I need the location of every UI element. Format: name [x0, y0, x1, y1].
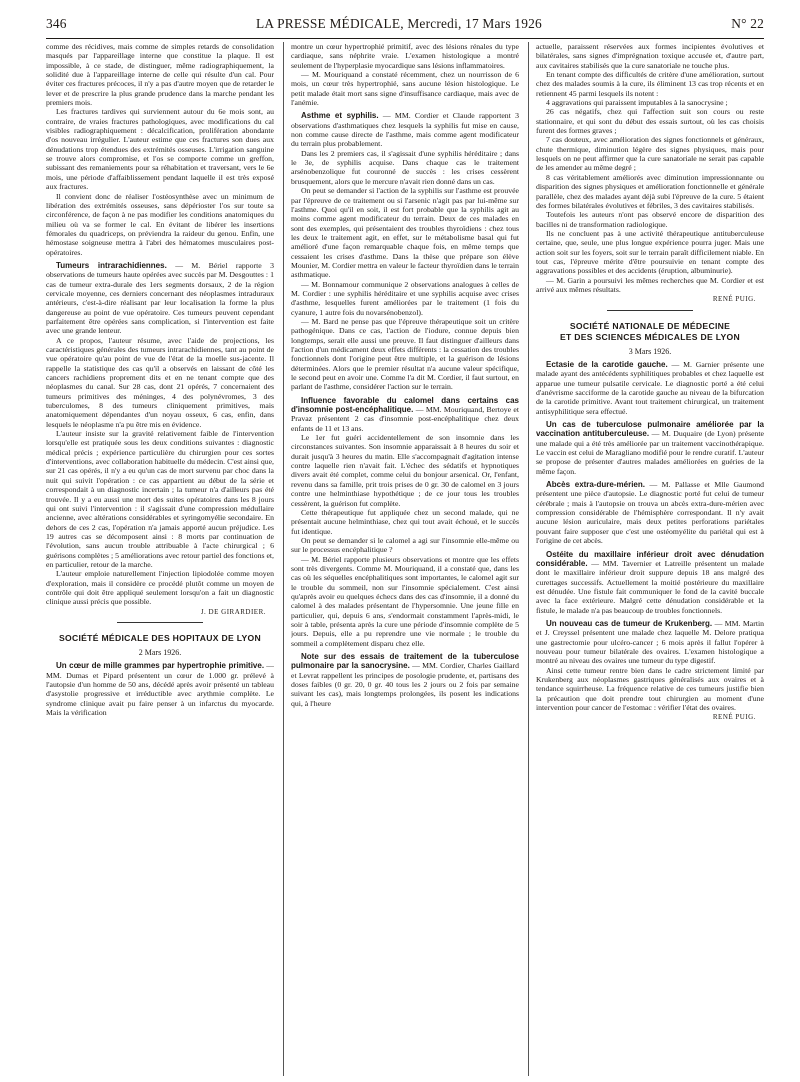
- page-number: 346: [46, 16, 67, 31]
- society-title: SOCIÉTÉ MÉDICALE DES HOPITAUX DE LYON: [58, 632, 262, 643]
- paragraph: 4 aggravations qui paraissent imputables à la sanocrysine ;: [546, 98, 728, 108]
- paragraph: Le 1er fut guéri accidentellement de son insomnie dans les circonstances suivantes. Son insomnie apparaissait à 8 heures du soir et durait jusqu'à 3 heures du matin. Elle s'accompagnait d'agitation intense contre laquelle rien n'avait fait. L'échec des sédatifs et hypnotiques divers avait été complet, comme celui du bonjour arsenical. Or, l'enfant, revenu dans sa famille, prit trois prises de 0 gr. 30 de calomel en 3 jours contre une helminthiase hypothétique ; de ce jour tous les troubles cessèrent, la guérison fut complète.: [291, 433, 519, 508]
- paragraph: comme des récidives, mais comme de simples retards de consolidation masqués par l'appareillage interne que constitue la plaque. Il est impossible, à ce stade, de distinguer, même radiographiquement, la solidité due à l'appareillage interne de celle qui résulte d'un cal. Pour éviter ces fractures précoces, il n'y a pas d'autre moyen que de retarder le lever et de prescrire la plus grande prudence dans la marche pendant les premiers mois.: [46, 42, 274, 108]
- paragraph: — MM. Martin et J. Creyssel présentent une malade chez laquelle M. Delore pratiqua une gastrectomie pour ulcéro-cancer ; 6 mois après il fallut l'opérer à nouveau pour tumeur bilatérale des ovaires. L'examen histologique a montré au niveau des ovaires une tumeur du type digestif.: [536, 618, 764, 666]
- paragraph: — MM. Cordier, Charles Gaillard et Levrat rappellent les principes de posologie prudente, et, partisans des doses faibles (0 gr. 20, 0 gr. 40 tous les 2 jours ou 2 fois par semaine suivant les cas), mais longtemps prolongées, ils posent les indications qui, à l'heure: [291, 661, 519, 708]
- column-left: [46, 42, 274, 1076]
- column-divider: [528, 42, 529, 1076]
- columns: [46, 42, 764, 1076]
- paragraph: — M. Pallasse et Mlle Gaumond présentent une pièce d'autopsie. Le diagnostic porté fut celui de tumeur cérébrale ; mais à l'autopsie on trouva un abcès extra-dure-mérien avec compression considérable de l'hémisphère correspondant. Il n'y avait aucune lésion auriculaire, mais deux petites perforations pariétales pouvant faire supposer que c'est une ostéomyélite du pariétal qui est à l'origine de cet abcès.: [536, 480, 764, 546]
- paragraph: — M. Bonnamour communique 2 observations analogues à celles de M. Cordier : une syphilis héréditaire et une syphilis acquise avec crises d'asthme, lesquelles furent améliorées par le traitement (1 fois du cyanure, 1 autre fois du novarsénobenzol).: [291, 279, 519, 317]
- column-middle: [291, 42, 519, 1076]
- author-signature: J. DE GIRARDIER.: [200, 607, 266, 616]
- paragraph: — M. Bériel rapporte plusieurs observations et montre que les effets sont très divergents. Comme M. Mouriquand, il a constaté que, dans les cas où les séquelles encéphalitiques sont importantes, le calomel agit sur le trouble du sommeil, non sur l'insomnie spécialement. C'est ainsi qu'après avoir eu quelques échecs dans des cas d'insomnie, il a donné du calomel à des malades présentant de l'hypersomnie. Une jeune fille en particulier, qui, depuis 6 ans, s'endormait constamment l'après-midi, le soir à table, présenta après la cure une période d'insomnie complète de 5 jours. Depuis, elle a pu reprendre une vie normale ; le trouble du sommeil a complètement disparu chez elle.: [291, 554, 519, 648]
- session-date: 3 Mars 1926.: [628, 346, 672, 356]
- section-heading: Abcès extra-dure-mérien.: [546, 480, 645, 490]
- paragraph: — M. Garnier présente une malade ayant des antécédents syphilitiques probables et chez laquelle est apparue une tumeur pulsatile cervicale. Le diagnostic porté a été celui d'anévrisme sacciforme de la carotide gauche au niveau de la bifurcation de la carotide primitive. Avant tout traitement chirurgical, un traitement antisyphilitique sera effectué.: [536, 359, 764, 416]
- journal-title: LA PRESSE MÉDICALE, Mercredi, 17 Mars 1926: [256, 16, 542, 31]
- paragraph: — MM. Tavernier et Latreille présentent un malade dont le maxillaire inférieur droit suppure depuis 18 ans malgré des curettages successifs. Actuellement la moitié postérieure du maxillaire est dénudée. Une fistule fait communiquer le fond de la cavité buccale avec la face extérieure. Malgré cette dénudation considérable et la fistule, le malade n'a pas beaucoup de troubles fonctionnels.: [536, 558, 764, 615]
- section-heading: Ostéite du maxillaire inférieur droit avec dénudation considérable.: [536, 549, 764, 568]
- paragraph: montre un cœur hypertrophié primitif, avec des lésions rénales du type cardiaque, sans néphrite vraie. L'examen histologique a montré seulement de l'hyperplasie myocardique sans lésions inflammatoires.: [291, 42, 519, 70]
- section-heading: Asthme et syphilis.: [301, 111, 379, 121]
- paragraph: L'auteur insiste sur la gravité relativement faible de l'intervention lorsqu'elle est pratiquée sous les deux conditions suivantes : diagnostic médical précis ; expérience particulière du chirurgien pour ces sortes d'interventions, avec collaboration habituelle du médecin. C'est ainsi que, sur 21 cas opérés, il n'y a eu qu'un cas de mort survenu par choc dans la nuit qui suivit l'opération : ce cas appartient au début de la série et correspondait à un diagnostic incertain ; la tumeur n'a d'ailleurs pas été trouvée. Il y a eu aussi une mort des suites opératoires dans les 8 jours qui ont suivi l'intervention : il s'agissait d'une compression médullaire ancienne, avec altérations considérables et syringomyélie secondaire. En dehors de ces 2 cas, l'opération n'a jamais apporté aucun préjudice. Les 19 autres cas se décomposent ainsi : 8 morts par continuation de l'évolution, sans aucun trouble attribuable à l'acte chirurgical ; 6 guérisons complètes ; 5 améliorations avec retour partiel des fonctions et, en particulier, retour de la marche.: [46, 429, 274, 569]
- author-signature: RENÉ PUIG.: [712, 295, 756, 304]
- paragraph: On peut se demander si l'action de la syphilis sur l'asthme est prouvée par l'épreuve de ce traitement ou si l'arsenic n'agit pas par lui-même sur l'asthme. Quoi qu'il en soit, il est fort probable que la syphilis agit au moins comme agent modificateur du terrain. Deux de ces malades en sont des exemples, qui présentaient des troubles thyroïdiens : chez tous les deux le traitement agit, en effet, sur le métabolisme basal qui fut amélioré d'une façon remarquable chaque fois, en même temps que cessaient les crises d'asthme. Dans la thèse que prépare son élève Mounier, M. Cordier mettra en valeur le facteur thyroïdien dans le terrain asthmatique.: [291, 186, 519, 280]
- column-divider: [283, 42, 284, 1076]
- society-title: SOCIÉTÉ NATIONALE DE MÉDECINE ET DES SCIENCES MÉDICALES DE LYON: [559, 320, 741, 342]
- page-header: [46, 16, 764, 36]
- paragraph: On peut se demander si le calomel a agi sur l'insomnie elle-même ou sur le processus encéphalitique ?: [291, 535, 519, 555]
- paragraph: — MM. Cordier et Claude rapportent 3 observations d'asthmatiques chez lesquels la syphilis fut mise en cause, non comme cause directe de l'asthme, mais comme agent modificateur du terrain plus probablement.: [291, 111, 519, 149]
- author-signature: RENÉ PUIG.: [712, 713, 756, 722]
- paragraph: Ils ne concluent pas à une activité thérapeutique antituberculeuse certaine, que, seule, une plus longue expérience pourra juger. Mais une action soit sur les foyers, soit sur le terrain paraît difficilement niable. En tout cas, l'épreuve mérite d'être poursuivie en tenant compte des aggravations possibles et des accidents (éruption, albuminurie).: [536, 228, 764, 276]
- paragraph: — M. Bard ne pense pas que l'épreuve thérapeutique soit un critère pathogénique. Dans ce cas, l'action de l'iodure, connue depuis bien longtemps, serait elle aussi une preuve. Il faut distinguer d'ailleurs dans l'action d'un médicament deux effets différents : la cessation des troubles fonctionnels dont l'origine peut être multiple, et la guérison de lésions déterminées. Alors que le premier résultat n'a aucune valeur spécifique, le second peut en avoir une. Comme l'a dit M. Cordier, il faut surtout, en parlant de l'asthme, considérer l'action sur le terrain.: [291, 316, 519, 392]
- section-heading: Influence favorable du calomel dans certains cas d'insomnie post-encéphalitique.: [291, 395, 519, 415]
- paragraph: Toutefois les auteurs n'ont pas observé encore de disparition des bacilles ni de transformation radiologique.: [536, 210, 764, 229]
- paragraph: — M. Bériel rapporte 3 observations de tumeurs haute opérées avec succès par M. Desgouttes : 1 cas de tumeur extra-durale des 1ers segments dorsaux, 2 de la région cervicale moyenne, ces derniers concernant des néoplasmes intraduraux antérieurs, c'est-à-dire réalisant par leur localisation la forme la plus dangereuse au point de vue opératoire. Ces tumeurs peuvent cependant parfaitement être opérées sans complication, si l'intervention est faite avec une grande lenteur.: [46, 260, 274, 336]
- issue-number: N° 22: [731, 16, 764, 31]
- paragraph: — MM. Mouriquand, Bertoye et Pravaz présentent 2 cas d'insomnie post-encéphalitique chez deux enfants de 11 et 13 ans.: [291, 405, 519, 433]
- paragraph: 26 cas négatifs, chez qui l'affection suit son cours ou reste stationnaire, et qui sont du début des essais surtout, où les cas choisis furent des formes graves ;: [536, 107, 764, 136]
- journal-page: [46, 16, 764, 1076]
- paragraph: Ainsi cette tumeur rentre bien dans le cadre strictement limité par Krukenberg aux néoplasmes gastriques généralisés aux ovaires et à tendance squirrheuse. La fréquence relative de ces tumeurs justifie bien la précaution que doit prendre tout chirurgien au moment d'une intervention pour cancer de l'estomac : vérifier l'état des ovaires.: [536, 665, 764, 712]
- paragraph: Il convient donc de réaliser l'ostéosynthèse avec un minimum de libération des extrémités osseuses, sans dépérioster l'os sur toute sa circonférence, de façon à ne pas modifier les conditions anatomiques du milieu où va se former le cal. En évitant de libérer les insertions fémorales du quadriceps, on préviendra la raideur du genou. Enfin, une hémostase soigneuse mettra à l'abri des hématomes musculaires post-opératoires.: [46, 191, 274, 257]
- section-separator: [607, 310, 693, 311]
- session-date: 2 Mars 1926.: [138, 647, 182, 657]
- paragraph: actuelle, paraissent réservées aux formes incipientes évolutives et bilatérales, sans signes d'imprégnation toxique accusée et, d'autre part, aux cavitaires stabilisés que la cure sanatoriale ne touche plus.: [536, 42, 764, 70]
- paragraph: A ce propos, l'auteur résume, avec l'aide de projections, les caractéristiques générales des tumeurs intrarachidiennes, tant au point de vue opératoire qu'au point de vue de l'état de la moelle sus-jacente. Il rappelle la statistique des cas qu'il a observés en laissant de côté les cancers rachidiens proprement dits et en ne tenant compte que des néoplasmes du canal. Sur 28 cas, dont 21 opérés, 7 concernaient des tumeurs primitives des méninges, 4 des polynévromes, 3 des tuberculomes, 8 des tumeurs cliniquement primitives, mais anatomiquement dépendantes d'un noyau osseux, 6 cas, enfin, dans lesquels le néoplasme n'a pu être mis en évidence.: [46, 335, 274, 429]
- paragraph: L'auteur emploie naturellement l'injection lipiodolée comme moyen d'exploration, mais il considère ce procédé plutôt comme un moyen de contrôle qui doit être appliqué seulement lorsqu'on a fait un diagnostic clinique aussi précis que possible.: [46, 569, 274, 607]
- section-heading: Tumeurs intrarachidiennes.: [56, 260, 167, 270]
- paragraph: 7 cas douteux, avec amélioration des signes fonctionnels et généraux, chute thermique, diminution légère des signes physiques, mais pour lesquels on ne peut affirmer que la cure sanatoriale ne serait pas capable de les amender au même degré ;: [536, 135, 764, 173]
- section-heading: Ectasie de la carotide gauche.: [546, 359, 668, 369]
- paragraph: — M. Garin a poursuivi les mêmes recherches que M. Cordier et est arrivé aux mêmes résultats.: [536, 275, 764, 294]
- paragraph: Dans les 2 premiers cas, il s'agissait d'une syphilis héréditaire ; dans le 3e, de syphilis acquise. Dans chaque cas le traitement arsénobenzolique fut couronné de succès : les crises cessèrent brusquement, alors que le mercure n'avait rien donné dans un cas.: [291, 148, 519, 186]
- paragraph: — MM. Dumas et Pipard présentent un cœur de 1.000 gr. prélevé à l'autopsie d'un homme de 50 ans, décédé après avoir présenté un tableau d'asystolie progressive et irréductible avec arythmie complète. Le syndrome clinique avait pu faire penser à un infarctus du myocarde. Mais la vérification: [46, 661, 274, 718]
- section-heading: Un cas de tuberculose pulmonaire améliorée par la vaccination antituberculeuse.: [536, 420, 764, 439]
- column-right: [536, 42, 764, 1076]
- paragraph: — M. Mouriquand a constaté récemment, chez un nourrisson de 6 mois, un cœur très hypertrophié, sans aucune lésion histologique. Le petit malade était mort sans signe d'insuffisance cardiaque, mais avec de l'anémie.: [291, 70, 519, 108]
- header-rule: [46, 38, 764, 39]
- paragraph: En tenant compte des difficultés de critère d'une amélioration, surtout chez des malades soumis à la cure, ils éliminent 13 cas trop récents et en retiennent 45 parmi lesquels ils notent :: [536, 70, 764, 98]
- paragraph: — M. Duquaire (de Lyon) présente une malade qui a été très améliorée par un traitement vaccinothérapique. Le vaccin est celui de Maragliano modifié pour le rendre curatif. L'auteur se propose de présenter d'autres malades améliorées en guéries de la même façon.: [536, 429, 764, 476]
- paragraph: 8 cas véritablement améliorés avec diminution impressionnante ou disparition des signes physiques et amélioration fonctionnelle et générale parallèle, chez des malades ayant déjà subi l'épreuve de la cure. 5 étaient des formes bilatérales évolutives et fébriles, 3 des cavitaires stabilisés.: [536, 172, 764, 210]
- section-separator: [117, 622, 203, 623]
- section-heading: Note sur des essais de traitement de la tuberculose pulmonaire par la sanocrysine.: [291, 652, 519, 671]
- section-heading: Un cœur de mille grammes par hypertrophie primitive.: [56, 661, 265, 671]
- section-heading: Un nouveau cas de tumeur de Krukenberg.: [546, 618, 713, 628]
- paragraph: Cette thérapeutique fut appliquée chez un second malade, qui ne présentait aucune helminthiase, chez qui tout avait échoué, et le succès fut identique.: [291, 507, 519, 536]
- paragraph: Les fractures tardives qui surviennent autour du 6e mois sont, au contraire, de vraies fractures pathologiques, avec modifications du cal visibles radiographiquement : décalcification, prolifération abondante d'os nouveau irrégulier. L'auteur estime que ces fractures son dues aux dénudations trop étendues des extrémités osseuses. L'irrigation sanguine se trouve alors compromise, et l'os se comporte comme un greffon, subissant des remaniements pour sa réhabitation et traversant, vers le 6e mois, une période d'affaiblissement pendant laquelle il est très exposé aux fractures.: [46, 107, 274, 192]
